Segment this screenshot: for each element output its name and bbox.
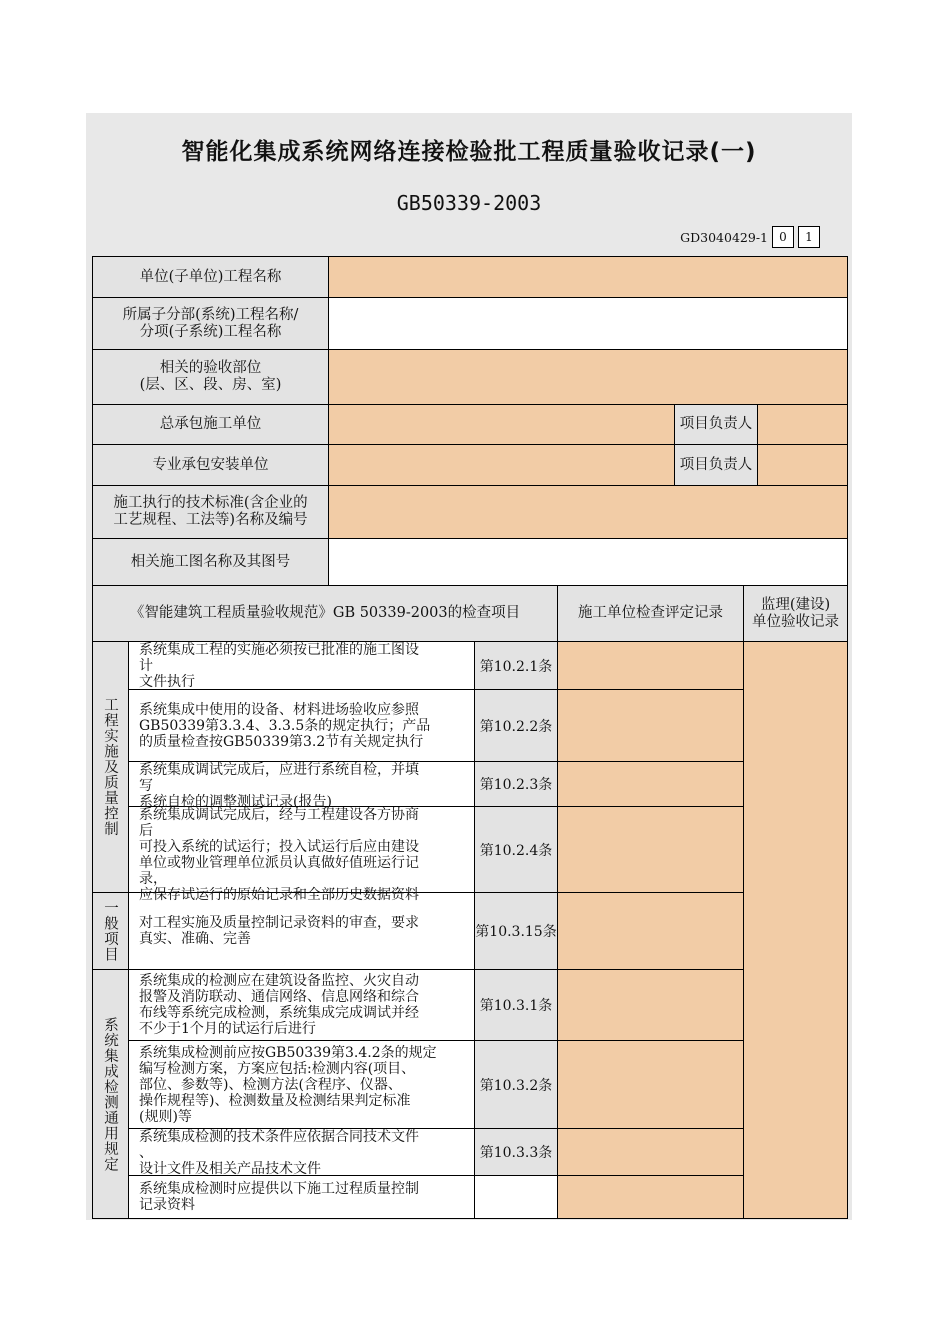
check-item: 系统集成的检测应在建筑设备监控、火灾自动 报警及消防联动、通信网络、信息网络和综合 布线等系统完成检测，系统集成完成调试并经 不少于1个月的试运行后进行 [129,970,475,1041]
clause-ref: 第10.3.1条 [475,970,558,1041]
location-label [93,350,329,405]
clause-ref: 第10.2.2条 [475,690,558,762]
specialty-manager-label: 项目负责人 [675,445,758,486]
location-field[interactable] [329,350,848,405]
specialty-contractor-field[interactable] [329,445,675,486]
check-item: 系统集成检测时应提供以下施工过程质量控制 记录资料 [129,1176,475,1219]
subproject-label-line-1: 所属子分部(系统)工程名称/ [122,306,299,323]
check-item: 系统集成检测的技术条件应依据合同技术文件 、 设计文件及相关产品技术文件 [129,1129,475,1176]
form-code-box-1[interactable]: 0 [772,226,794,248]
spec-items-header: 《智能建筑工程质量验收规范》GB 50339-2003的检查项目 [93,586,558,642]
contractor-record-cell[interactable] [558,970,744,1041]
check-item: 系统集成调试完成后，应进行系统自检，并填 写 系统自检的调整测试记录(报告) [129,762,475,807]
form-code-text: GD3040429-1 [680,229,768,245]
general-contractor-label: 总承包施工单位 [93,405,329,445]
check-item: 系统集成调试完成后，经与工程建设各方协商 后 可投入系统的试运行；投入试运行后应由建设 单位或物业管理单位派员认真做好值班运行记 录， 应保存试运行的原始记录和全部历史数据资料 [129,807,475,893]
contractor-record-cell[interactable] [558,807,744,893]
project-name-field[interactable] [329,257,848,298]
project-name-label: 单位(子单位)工程名称 [93,257,329,298]
location-label-line-2: (层、区、段、房、室) [139,377,282,393]
clause-ref: 第10.3.2条 [475,1041,558,1129]
contractor-record-cell[interactable] [558,893,744,970]
group-label: 一般项目 [93,893,129,970]
form-code-box-2[interactable]: 1 [798,226,820,248]
check-items-table [92,585,848,1219]
supervisor-header-line-1: 监理(建设) [760,596,831,613]
location-label-line-1: 相关的验收部位 [159,360,262,376]
contractor-record-cell[interactable] [558,1176,744,1219]
check-item: 系统集成中使用的设备、材料进场验收应参照 GB50339第3.3.4、3.3.5条的规定执行；产品 的质量检查按GB50339第3.2节有关规定执行 [129,690,475,762]
contractor-record-cell[interactable] [558,1041,744,1129]
contractor-record-header: 施工单位检查评定记录 [558,586,744,642]
subproject-label [93,298,329,350]
contractor-record-cell[interactable] [558,642,744,690]
form-sheet [86,113,852,1220]
clause-ref: 第10.2.4条 [475,807,558,893]
general-contractor-field[interactable] [329,405,675,445]
drawing-label: 相关施工图名称及其图号 [93,539,329,586]
supervisor-record-header [744,586,848,642]
group-label: 系统集成检测通用规定 [93,970,129,1219]
clause-ref: 第10.3.15条 [475,893,558,970]
tech-standard-line-2: 工艺规程、工法等)名称及编号 [113,512,308,528]
subproject-field[interactable] [329,298,848,350]
form-title: 智能化集成系统网络连接检验批工程质量验收记录(一) [181,139,757,165]
tech-standard-line-1: 施工执行的技术标准(含企业的 [113,495,308,511]
inspection-table [92,256,848,586]
drawing-field[interactable] [329,539,848,586]
clause-ref: 第10.2.1条 [475,642,558,690]
specialty-manager-field[interactable] [758,445,848,486]
clause-ref [475,1176,558,1219]
tech-standard-label [93,486,329,539]
subproject-label-line-2: 分项(子系统)工程名称 [139,323,282,340]
check-item: 系统集成检测前应按GB50339第3.4.2条的规定 编写检测方案，方案应包括:检测内容(项目、 部位、参数等)、检测方法(含程序、仪器、 操作规程等)、检测数量及检测结果判定标准 (规则)等 [129,1041,475,1129]
form-code [680,226,820,248]
standard-number: GB50339-2003 [396,191,542,215]
check-item: 系统集成工程的实施必须按已批准的施工图设 计 文件执行 [129,642,475,690]
general-manager-label: 项目负责人 [675,405,758,445]
supervisor-record-cell[interactable] [744,642,848,1219]
clause-ref: 第10.3.3条 [475,1129,558,1176]
contractor-record-cell[interactable] [558,690,744,762]
check-item: 对工程实施及质量控制记录资料的审查，要求 真实、准确、完善 [129,893,475,970]
clause-ref: 第10.2.3条 [475,762,558,807]
general-manager-field[interactable] [758,405,848,445]
supervisor-header-line-2: 单位验收记录 [752,613,839,630]
contractor-record-cell[interactable] [558,762,744,807]
contractor-record-cell[interactable] [558,1129,744,1176]
group-label: 工程实施及质量控制 [93,642,129,893]
tech-standard-field[interactable] [329,486,848,539]
specialty-contractor-label: 专业承包安装单位 [93,445,329,486]
